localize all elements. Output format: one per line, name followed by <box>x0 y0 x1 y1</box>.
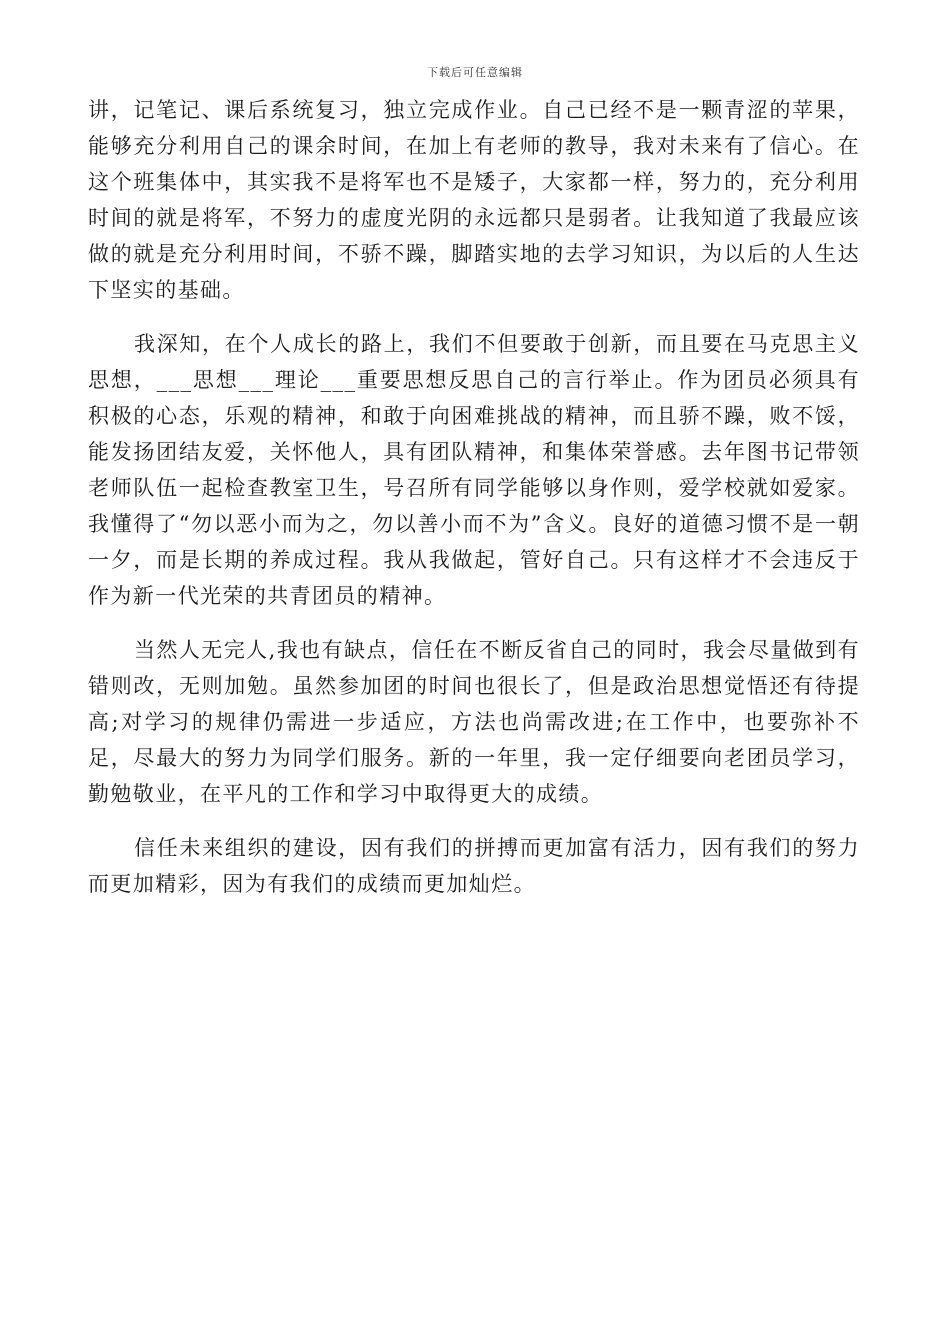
page-header: 下载后可任意编辑 <box>427 66 523 79</box>
paragraph-shortcomings: 当然人无完人,我也有缺点，信任在不断反省自己的同时，我会尽量做到有错则改，无则加勉。虽然参加团的时间也很长了，但是政治思想觉悟还有待提高;对学习的规律仍需进一步适应，方法也尚需改进;在工作中，也要弥补不足，尽最大的努力为同学们服务。新的一年里，我一定仔细要向老团员学习，勤勉敬业，在平凡的工作和学习中取得更大的成绩。 <box>88 638 860 806</box>
paragraph-continuation: 讲，记笔记、课后系统复习，独立完成作业。自己已经不是一颗青涩的苹果，能够充分利用自己的课余时间，在加上有老师的教导，我对未来有了信心。在这个班集体中，其实我不是将军也不是矮子，大家都一样，努力的，充分利用时间的就是将军，不努力的虚度光阴的永远都只是弱者。让我知道了我最应该做的就是充分利用时间，不骄不躁，脚踏实地的去学习知识，为以后的人生达下坚实的基础。 <box>88 98 860 302</box>
paragraph-growth: 我深知，在个人成长的路上，我们不但要敢于创新，而且要在马克思主义思想，___思想___理论___重要思想反思自己的言行举止。作为团员必须具有积极的心态，乐观的精神，和敢于向困难挑战的精神，而且骄不躁，败不馁，能发扬团结友爱，关怀他人，具有团队精神，和集体荣誉感。去年图书记带领老师队伍一起检查教室卫生，号召所有同学能够以身作则，爱学校就如爱家。我懂得了“勿以恶小而为之，勿以善小而不为”含义。良好的道德习惯不是一朝一夕，而是长期的养成过程。我从我做起，管好自己。只有这样才不会违反于作为新一代光荣的共青团员的精神。 <box>88 332 860 608</box>
paragraph-future: 信任未来组织的建设，因有我们的拼搏而更加富有活力，因有我们的努力而更加精彩，因为有我们的成绩而更加灿烂。 <box>88 836 860 896</box>
document-body <box>88 92 860 920</box>
